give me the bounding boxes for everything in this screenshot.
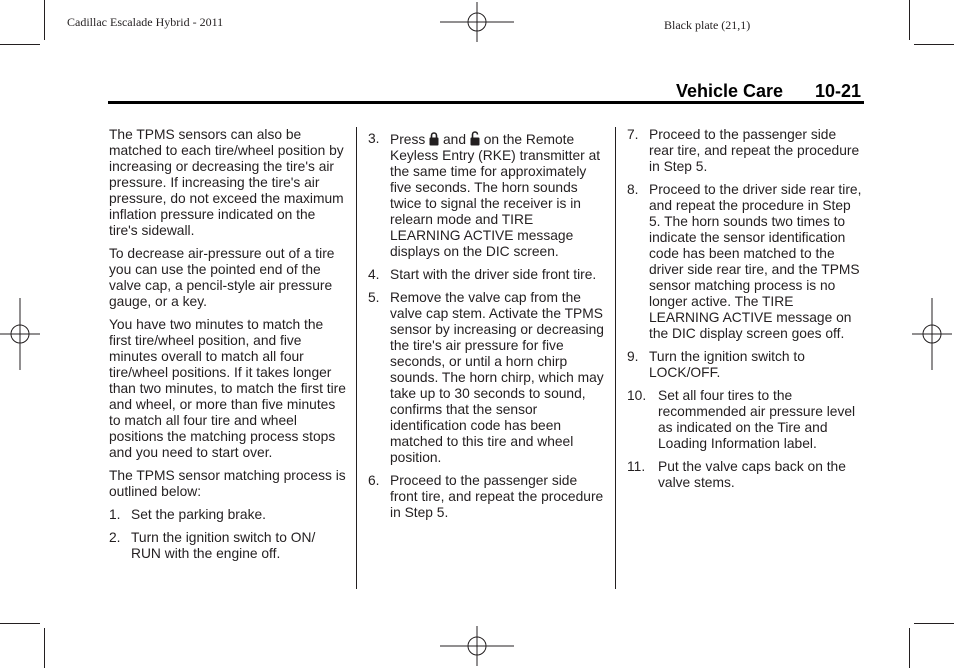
list-item (627, 388, 863, 452)
step-text: Set the parking brake. (131, 507, 266, 522)
header-rule (108, 101, 864, 104)
paragraph: To decrease air-pressure out of a tire you can use the pointed end of the valve cap, a pencil-style air pressure gauge, or a key. (109, 246, 335, 309)
step-text: Set all four tires to the recommended air pressure level as indicated on the Tire and Loading Information label. (658, 388, 856, 451)
crop-mark-top-right-h (914, 44, 954, 45)
step-text: Turn the ignition switch to LOCK/OFF. (649, 349, 805, 380)
step-text-part: on the Remote Keyless Entry (RKE) transmitter at the same time for approximately five seconds. The horn sounds twice to signal the receiver is in relearn mode and TIRE LEARNING ACTIVE message displays on the DIC screen. (390, 132, 601, 259)
crop-mark-top-left-h (0, 44, 40, 45)
list-item (627, 459, 863, 491)
page-number: 10-21 (815, 81, 862, 101)
list-item (627, 127, 863, 175)
step-text: Remove the valve cap from the valve cap stem. Activate the TPMS sensor by increasing or decreasing the tire's air pressure for five seconds, or until a horn chirp sounds. The horn chirp, which may take up to 30 seconds to sound, confirms that the sensor identification code has been matched to this tire and wheel position. (390, 290, 604, 465)
step-number: 1. (109, 507, 121, 522)
step-text: Proceed to the driver side rear tire, and repeat the procedure in Step 5. The horn sounds two times to indicate the sensor identification code has been matched to the driver side rear tire, and the TPMS sensor matching process is no longer active. The TIRE LEARNING ACTIVE message on the DIC display screen goes off. (649, 182, 862, 341)
column-divider (356, 127, 357, 589)
step-text: Proceed to the passenger side rear tire, and repeat the procedure in Step 5. (649, 127, 860, 174)
registration-mark-icon (912, 298, 952, 370)
step-number: 11. (627, 459, 646, 474)
step-text (390, 131, 606, 260)
step-number: 3. (368, 131, 380, 146)
step-number: 7. (627, 127, 639, 142)
list-item (368, 267, 606, 283)
step-number: 9. (627, 349, 639, 364)
crop-mark-bottom-right-v (909, 628, 910, 668)
list-item (109, 530, 347, 562)
step-number: 6. (368, 473, 380, 488)
step-text: Start with the driver side front tire. (390, 267, 597, 282)
registration-mark-icon (440, 626, 514, 666)
step-text: Turn the ignition switch to ON/ RUN with the engine off. (131, 530, 316, 561)
step-number: 8. (627, 182, 639, 197)
step-text: Put the valve caps back on the valve stems. (658, 459, 846, 490)
plate-label: Black plate (21,1) (664, 18, 751, 32)
paragraph: The TPMS sensors can also be matched to each tire/wheel position by increasing or decreasing the tire's air pressure. If increasing the tire's air pressure, do not exceed the maximum inflation pressure indicated on the tire's sidewall. (109, 127, 344, 238)
step-text-part: and (442, 132, 466, 147)
list-item (368, 473, 606, 521)
step-number: 4. (368, 267, 380, 282)
paragraph: The TPMS sensor matching process is outlined below: (109, 468, 346, 499)
step-number: 5. (368, 290, 380, 305)
registration-mark-icon (440, 2, 514, 42)
section-title: Vehicle Care (676, 81, 784, 101)
registration-mark-icon (0, 298, 40, 370)
column-3 (627, 127, 863, 498)
step-text: Proceed to the passenger side front tire, and repeat the procedure in Step 5. (390, 473, 604, 520)
step-text-part: Press (390, 132, 426, 147)
lock-icon (429, 131, 439, 146)
list-item (368, 290, 606, 466)
list-item (368, 131, 606, 260)
list-item (627, 349, 863, 381)
column-1 (109, 127, 347, 569)
step-number: 10. (627, 388, 647, 403)
column-2 (368, 131, 606, 528)
crop-mark-bottom-right-h (914, 623, 954, 624)
list-item (627, 182, 863, 342)
crop-mark-top-right-v (909, 0, 910, 40)
list-item (109, 507, 347, 523)
unlock-icon (470, 131, 480, 146)
document-title: Cadillac Escalade Hybrid - 2011 (67, 15, 224, 29)
crop-mark-bottom-left-h (0, 623, 40, 624)
column-divider (615, 127, 616, 589)
paragraph: You have two minutes to match the first tire/wheel position, and five minutes overall to match all four tire/wheel positions. If it takes longer than two minutes, to match the first tire and wheel, or more than five minutes to match all four tire and wheel positions the matching process stops and you need to start over. (109, 317, 346, 460)
step-number: 2. (109, 530, 121, 545)
crop-mark-bottom-left-v (44, 628, 45, 668)
crop-mark-top-left-v (44, 0, 45, 40)
